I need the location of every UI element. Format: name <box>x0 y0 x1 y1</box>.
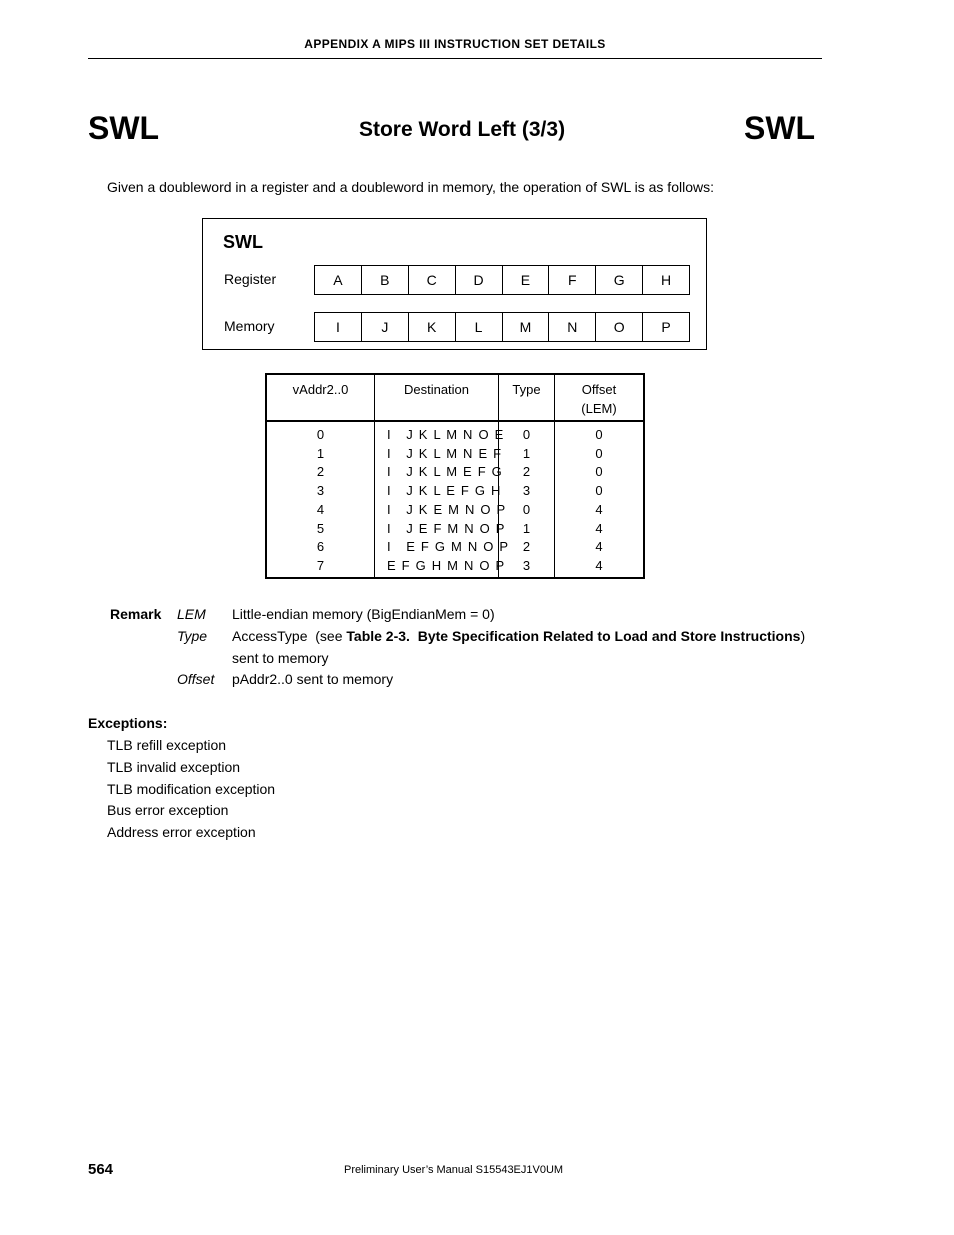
register-byte: H <box>642 266 689 294</box>
register-byte: E <box>502 266 549 294</box>
table-cell: 5 <box>316 520 325 536</box>
memory-byte: I <box>335 319 340 335</box>
table-cell: 0 <box>522 501 531 517</box>
table-cell: 1 <box>316 445 325 461</box>
memory-label: Memory <box>224 318 275 334</box>
mnemonic-left: SWL <box>88 110 160 146</box>
column-destination <box>375 375 510 577</box>
table-cell: I J K L M N O E <box>387 427 505 442</box>
register-bytes <box>314 265 690 295</box>
table-cell: 6 <box>316 539 325 555</box>
page-title: Store Word Left (3/3) <box>358 118 566 141</box>
table-cell: 3 <box>522 557 531 573</box>
swl-table <box>265 373 645 579</box>
header-vaddr: vAddr2..0 <box>292 382 349 397</box>
register-byte: F <box>548 266 595 294</box>
remark-term-type: Type <box>177 628 208 644</box>
header-offset-line2: (LEM) <box>581 401 617 416</box>
header-rule <box>88 58 822 59</box>
column-vaddr <box>267 375 374 577</box>
table-cell: 4 <box>595 501 603 517</box>
table-cell: 0 <box>316 427 325 442</box>
table-cell: I J E F M N O P <box>387 520 506 536</box>
vaddr-cells <box>267 426 374 576</box>
table-cell: I E F G M N O P <box>387 539 510 555</box>
table-cell: 2 <box>522 539 531 555</box>
header-offset-line1: Offset <box>581 382 617 397</box>
remark-label: Remark <box>110 606 162 622</box>
table-cell: 0 <box>522 427 531 442</box>
remark-term-offset: Offset <box>177 671 215 687</box>
table-cell: 2 <box>316 464 325 480</box>
destination-cells <box>375 426 510 576</box>
type-cells <box>499 426 554 576</box>
remark-text-offset: pAddr2..0 sent to memory <box>232 671 394 687</box>
header-type: Type <box>512 382 541 397</box>
register-byte: A <box>333 272 343 288</box>
column-offset <box>555 375 643 577</box>
mnemonic-right: SWL <box>744 110 816 146</box>
remark-text-type <box>232 628 805 644</box>
remark-type-suffix: ) <box>800 628 806 644</box>
table-cell: 0 <box>595 445 603 461</box>
exception-item: TLB invalid exception <box>107 759 241 775</box>
memory-byte: P <box>642 313 689 341</box>
table-cell: 0 <box>595 464 603 480</box>
memory-byte: N <box>548 313 595 341</box>
table-cell: 1 <box>522 520 531 536</box>
table-cell: 2 <box>522 464 531 480</box>
table-cell: I J K L M N E F <box>387 445 503 461</box>
table-cell: 3 <box>316 483 325 499</box>
table-cell: 4 <box>316 501 325 517</box>
register-byte: D <box>455 266 502 294</box>
memory-bytes <box>314 312 690 342</box>
diagram-title: SWL <box>223 232 263 252</box>
column-type <box>499 375 554 577</box>
remark-term-lem: LEM <box>177 606 206 622</box>
register-byte: B <box>361 266 408 294</box>
table-cell: 1 <box>522 445 531 461</box>
table-reference-link: Table 2-3. Byte Specification Related to Load and Store Instructions <box>346 628 801 644</box>
table-cell: I J K L M E F G <box>387 464 503 480</box>
register-label: Register <box>224 271 277 287</box>
header-destination: Destination <box>403 382 470 397</box>
table-cell: 3 <box>522 483 531 499</box>
memory-byte: L <box>455 313 502 341</box>
register-byte: C <box>408 266 455 294</box>
memory-byte: K <box>408 313 455 341</box>
table-cell: I J K E M N O P <box>387 501 507 517</box>
table-cell: I J K L E F G H <box>387 483 502 499</box>
table-cell: 7 <box>316 557 325 573</box>
exception-item: TLB modification exception <box>107 781 276 797</box>
register-byte: G <box>595 266 642 294</box>
page-number: 564 <box>88 1161 114 1178</box>
header-offset <box>555 380 643 418</box>
running-head: APPENDIX A MIPS III INSTRUCTION SET DETAILS <box>304 37 606 51</box>
memory-byte: J <box>361 313 408 341</box>
table-cell: 4 <box>595 557 603 573</box>
table-cell: 0 <box>595 483 603 499</box>
table-cell: E F G H M N O P <box>387 557 506 573</box>
table-cell: 0 <box>595 427 603 442</box>
footer-manual-id: Preliminary User’s Manual S15543EJ1V0UM <box>344 1164 564 1176</box>
remark-text-type-line2: sent to memory <box>232 650 329 666</box>
memory-byte: O <box>595 313 642 341</box>
offset-cells <box>555 426 643 576</box>
intro-paragraph: Given a doubleword in a register and a doubleword in memory, the operation of SWL is as follows: <box>107 179 714 195</box>
table-cell: 4 <box>595 539 603 555</box>
exceptions-title: Exceptions: <box>88 715 168 731</box>
exception-item: Address error exception <box>107 824 256 840</box>
memory-byte: M <box>502 313 549 341</box>
exception-item: TLB refill exception <box>107 737 227 753</box>
table-cell: 4 <box>595 520 603 536</box>
remark-type-prefix: AccessType (see <box>232 628 347 644</box>
exception-item: Bus error exception <box>107 802 229 818</box>
remark-text-lem: Little-endian memory (BigEndianMem = 0) <box>232 606 495 622</box>
